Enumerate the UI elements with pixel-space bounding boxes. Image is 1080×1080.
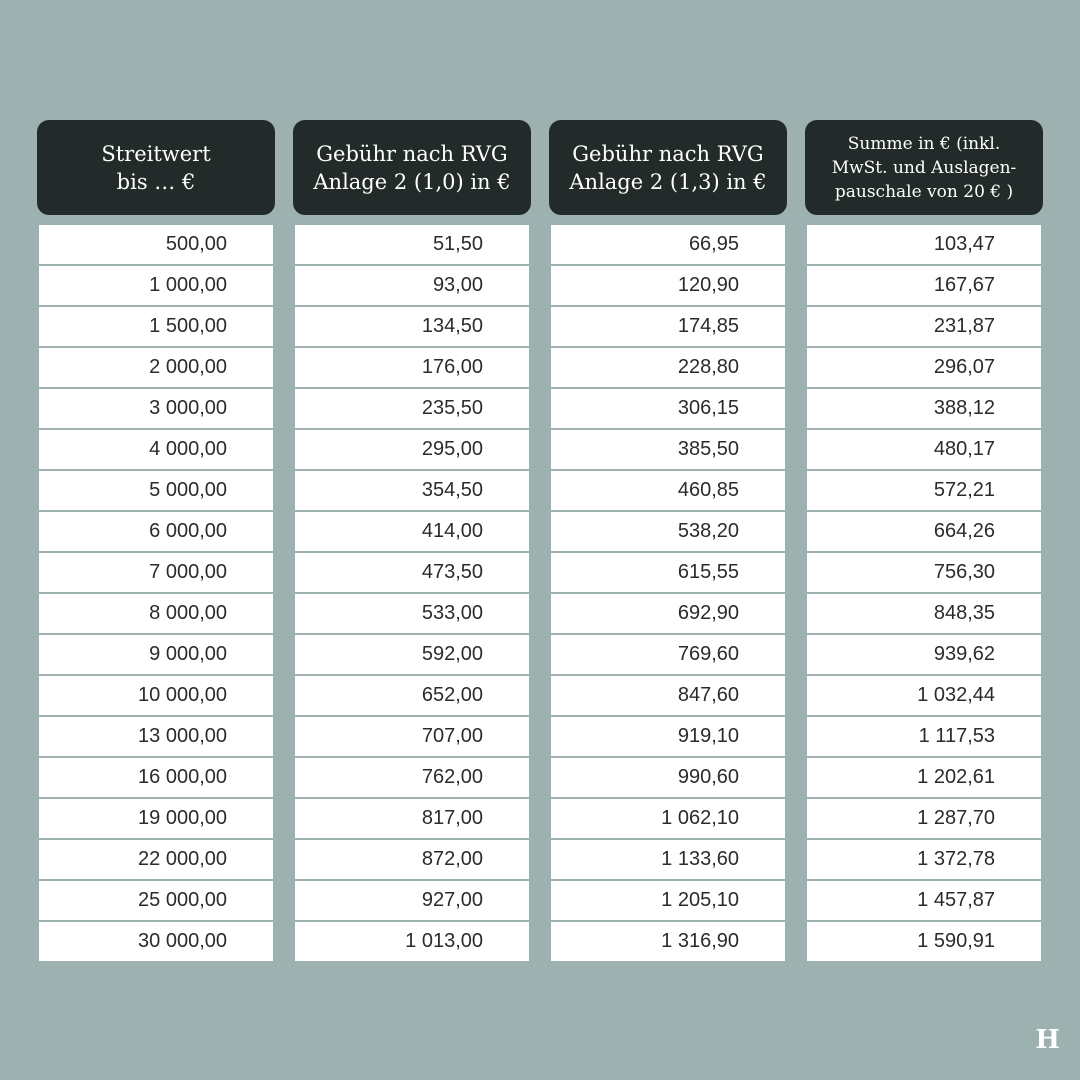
table-cell: 1 500,00	[39, 307, 273, 346]
table-cell: 9 000,00	[39, 635, 273, 674]
table-cell: 1 013,00	[295, 922, 529, 961]
table-cell: 664,26	[807, 512, 1041, 551]
table-cell: 296,07	[807, 348, 1041, 387]
table-cell: 51,50	[295, 225, 529, 264]
table-cell: 66,95	[551, 225, 785, 264]
table-cell: 176,00	[295, 348, 529, 387]
header-fee-1-3: Gebühr nach RVG Anlage 2 (1,3) in €	[549, 120, 787, 215]
table-cell: 652,00	[295, 676, 529, 715]
table-cell: 817,00	[295, 799, 529, 838]
table-cell: 592,00	[295, 635, 529, 674]
table-cell: 533,00	[295, 594, 529, 633]
table-cell: 1 287,70	[807, 799, 1041, 838]
table-cell: 5 000,00	[39, 471, 273, 510]
column-fee-1-0	[293, 120, 531, 963]
table-cell: 6 000,00	[39, 512, 273, 551]
table-cell: 414,00	[295, 512, 529, 551]
table-cell: 480,17	[807, 430, 1041, 469]
fee-table	[37, 120, 1043, 963]
table-cell: 354,50	[295, 471, 529, 510]
table-cell: 19 000,00	[39, 799, 273, 838]
table-cell: 13 000,00	[39, 717, 273, 756]
table-cell: 1 372,78	[807, 840, 1041, 879]
cells-fee-1-3	[549, 225, 787, 963]
table-cell: 1 316,90	[551, 922, 785, 961]
table-cell: 385,50	[551, 430, 785, 469]
table-cell: 762,00	[295, 758, 529, 797]
table-cell: 7 000,00	[39, 553, 273, 592]
table-cell: 134,50	[295, 307, 529, 346]
table-cell: 3 000,00	[39, 389, 273, 428]
table-cell: 22 000,00	[39, 840, 273, 879]
table-cell: 1 457,87	[807, 881, 1041, 920]
table-cell: 1 062,10	[551, 799, 785, 838]
table-cell: 538,20	[551, 512, 785, 551]
column-total	[805, 120, 1043, 963]
cells-total	[805, 225, 1043, 963]
table-cell: 990,60	[551, 758, 785, 797]
table-cell: 228,80	[551, 348, 785, 387]
table-cell: 235,50	[295, 389, 529, 428]
table-cell: 120,90	[551, 266, 785, 305]
table-cell: 167,67	[807, 266, 1041, 305]
table-cell: 1 133,60	[551, 840, 785, 879]
brand-logo: H	[1035, 1025, 1060, 1055]
table-cell: 1 205,10	[551, 881, 785, 920]
table-cell: 103,47	[807, 225, 1041, 264]
table-cell: 847,60	[551, 676, 785, 715]
table-cell: 10 000,00	[39, 676, 273, 715]
table-cell: 707,00	[295, 717, 529, 756]
table-cell: 16 000,00	[39, 758, 273, 797]
table-cell: 572,21	[807, 471, 1041, 510]
table-cell: 1 202,61	[807, 758, 1041, 797]
table-cell: 473,50	[295, 553, 529, 592]
table-cell: 939,62	[807, 635, 1041, 674]
table-cell: 295,00	[295, 430, 529, 469]
table-cell: 872,00	[295, 840, 529, 879]
table-cell: 93,00	[295, 266, 529, 305]
table-cell: 615,55	[551, 553, 785, 592]
table-cell: 919,10	[551, 717, 785, 756]
header-streitwert: Streitwert bis … €	[37, 120, 275, 215]
table-cell: 174,85	[551, 307, 785, 346]
table-cell: 927,00	[295, 881, 529, 920]
table-cell: 306,15	[551, 389, 785, 428]
header-total: Summe in € (inkl. MwSt. und Auslagen- pauschale von 20 € )	[805, 120, 1043, 215]
table-cell: 388,12	[807, 389, 1041, 428]
table-cell: 8 000,00	[39, 594, 273, 633]
table-cell: 25 000,00	[39, 881, 273, 920]
table-cell: 1 117,53	[807, 717, 1041, 756]
table-cell: 1 032,44	[807, 676, 1041, 715]
table-cell: 756,30	[807, 553, 1041, 592]
column-fee-1-3	[549, 120, 787, 963]
table-cell: 30 000,00	[39, 922, 273, 961]
table-cell: 4 000,00	[39, 430, 273, 469]
table-cell: 848,35	[807, 594, 1041, 633]
header-fee-1-0: Gebühr nach RVG Anlage 2 (1,0) in €	[293, 120, 531, 215]
table-cell: 2 000,00	[39, 348, 273, 387]
table-cell: 692,90	[551, 594, 785, 633]
table-cell: 500,00	[39, 225, 273, 264]
cells-streitwert	[37, 225, 275, 963]
table-cell: 231,87	[807, 307, 1041, 346]
table-cell: 1 590,91	[807, 922, 1041, 961]
table-cell: 769,60	[551, 635, 785, 674]
table-cell: 1 000,00	[39, 266, 273, 305]
table-cell: 460,85	[551, 471, 785, 510]
cells-fee-1-0	[293, 225, 531, 963]
column-streitwert	[37, 120, 275, 963]
